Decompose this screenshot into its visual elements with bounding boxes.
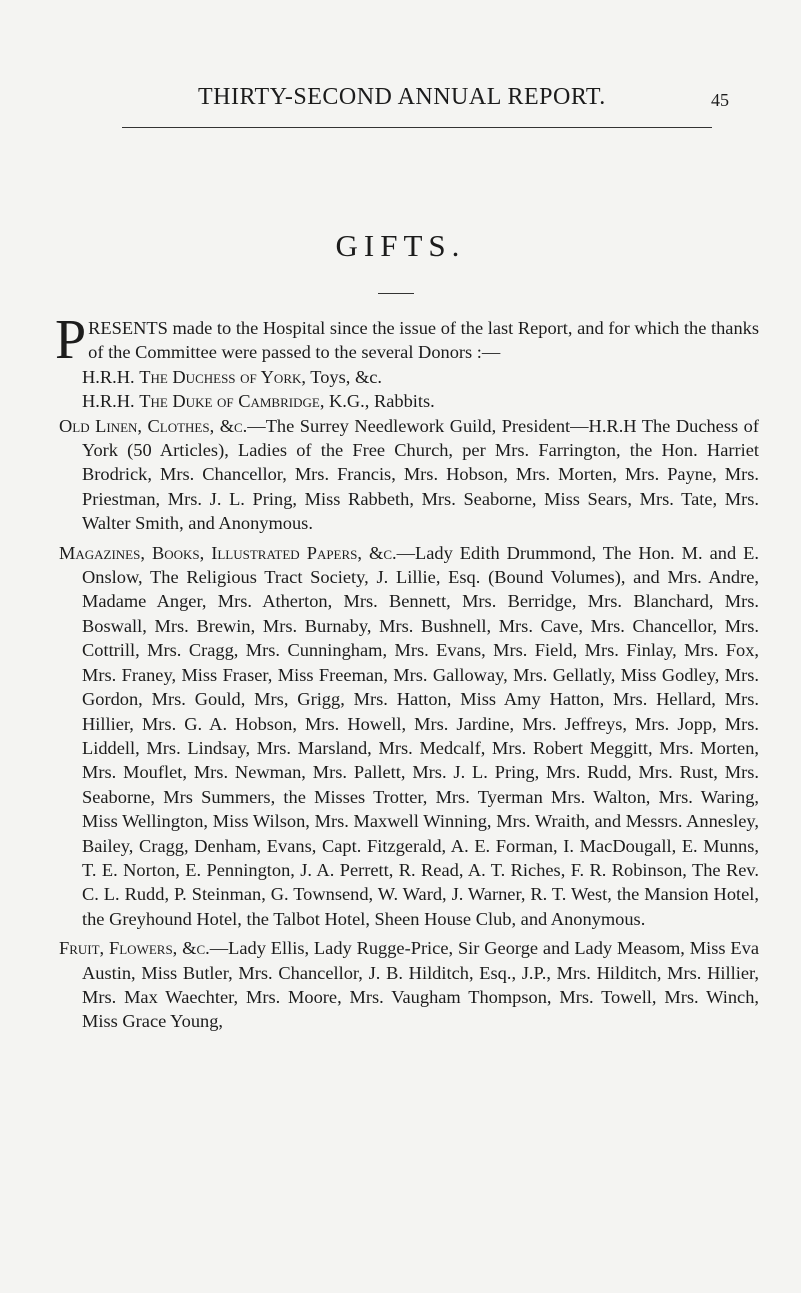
intro-text: RESENTS made to the Hospital since the issue of the last Report, and for which the thanks of the Committee were passed to the several Donors :— (88, 318, 759, 363)
category-donors: —Lady Edith Drummond, The Hon. M. and E. Onslow, The Religious Tract Society, J. Lillie, Esq. (Bound Volumes), and Mrs. Andre, Madame Anger, Mrs. Atherton, Mrs. Bennett, Mrs. Berridge, Mrs. Blanchard, Mrs. Boswall, Mrs. Brewin, Mrs. Burnaby, Mrs. Bushnell, Mrs. Cave, Mrs. Chancellor, Mrs. Cottrill, Mrs. Cragg, Mrs. Cunningham, Mrs. Evans, Mrs. Field, Mrs. Finlay, Mrs. Fox, Mrs. Franey, Miss Fraser, Miss Freeman, Mrs. Galloway, Mrs. Gellatly, Miss Godley, Mrs. Gordon, Mrs. Gould, Mrs, Grigg, Mrs. Hatton, Miss Amy Hatton, Mrs. Hellard, Mrs. Hillier, Mrs. G. A. Hobson, Mrs. Howell, Mrs. Jardine, Mrs. Jeffreys, Mrs. Jopp, Mrs. Liddell, Mrs. Lindsay, Mrs. Marsland, Mrs. Medcalf, Mrs. Robert Meggitt, Mrs. Morten, Mrs. Mouflet, Mrs. Newman, Mrs. Pallett, Mrs. J. L. Pring, Mrs. Rudd, Mrs. Rust, Mrs. Seaborne, Mrs Summers, the Misses Trotter, Mrs. Tyerman Mrs. Walton, Mrs. Waring, Miss Wellington, Miss Wilson, Mrs. Maxwell Winning, Mrs. Wraith, and Messrs. Annesley, Bailey, Cragg, Denham, Evans, Capt. Fitzgerald, A. E. Forman, I. MacDougall, E. Munns, T. E. Norton, E. Pennington, J. A. Perrett, R. Read, A. T. Riches, F. R. Robinson, The Rev. C. L. Rudd, P. Steinman, G. Townsend, W. Ward, J. Warner, R. T. West, the Mansion Hotel, the Greyhound Hotel, the Talbot Hotel, Sheen House Club, and Anonymous. (82, 542, 759, 929)
category-donors: —Lady Ellis, Lady Rugge-Price, Sir George and Lady Measom, Miss Eva Austin, Miss Butler, Mrs. Chancellor, J. B. Hilditch, Esq., J.P., Mrs. Hilditch, Mrs. Hillier, Mrs. Max Waechter, Mrs. Moore, Mrs. Vaugham Thompson, Mrs. Towell, Mrs. Winch, Miss Grace Young, (82, 938, 759, 1032)
gift-category-paragraph (59, 541, 759, 932)
gift-category-paragraph (59, 414, 759, 536)
donor-name: The Duchess of York (139, 366, 302, 387)
intro-paragraph (55, 309, 759, 371)
royal-donor-line: H.R.H. The Duchess of York, Toys, &c. (82, 366, 383, 387)
header-rule (122, 127, 712, 128)
category-donors: —The Surrey Needlework Guild, President—H.R.H The Duchess of York (50 Articles), Ladies of the Free Church, per Mrs. Farrington, the Hon. Harriet Brodrick, Mrs. Chancellor, Mrs. Francis, Mrs. Hobson, Mrs. Morten, Mrs. Payne, Mrs. Priestman, Mrs. J. L. Pring, Miss Rabbeth, Mrs. Seaborne, Miss Sears, Mrs. Tate, Mrs. Walter Smith, and Anonymous. (82, 415, 759, 534)
donor-name: The Duke of Cambridge (139, 391, 320, 412)
royal-donor-line: H.R.H. The Duke of Cambridge, K.G., Rabbits. (82, 391, 435, 412)
title-rule (378, 293, 414, 294)
section-title: GIFTS. (335, 228, 466, 263)
drop-cap: P (55, 309, 87, 371)
category-heading: Old Linen, Clothes, &c. (59, 415, 248, 436)
gift-category-paragraph (59, 936, 759, 1034)
running-head: THIRTY-SECOND ANNUAL REPORT. (198, 84, 606, 110)
page-number: 45 (711, 90, 729, 110)
category-heading: Fruit, Flowers, &c. (59, 938, 210, 959)
gifts-body (55, 309, 759, 1034)
category-heading: Magazines, Books, Illustrated Papers, &c. (59, 542, 397, 563)
